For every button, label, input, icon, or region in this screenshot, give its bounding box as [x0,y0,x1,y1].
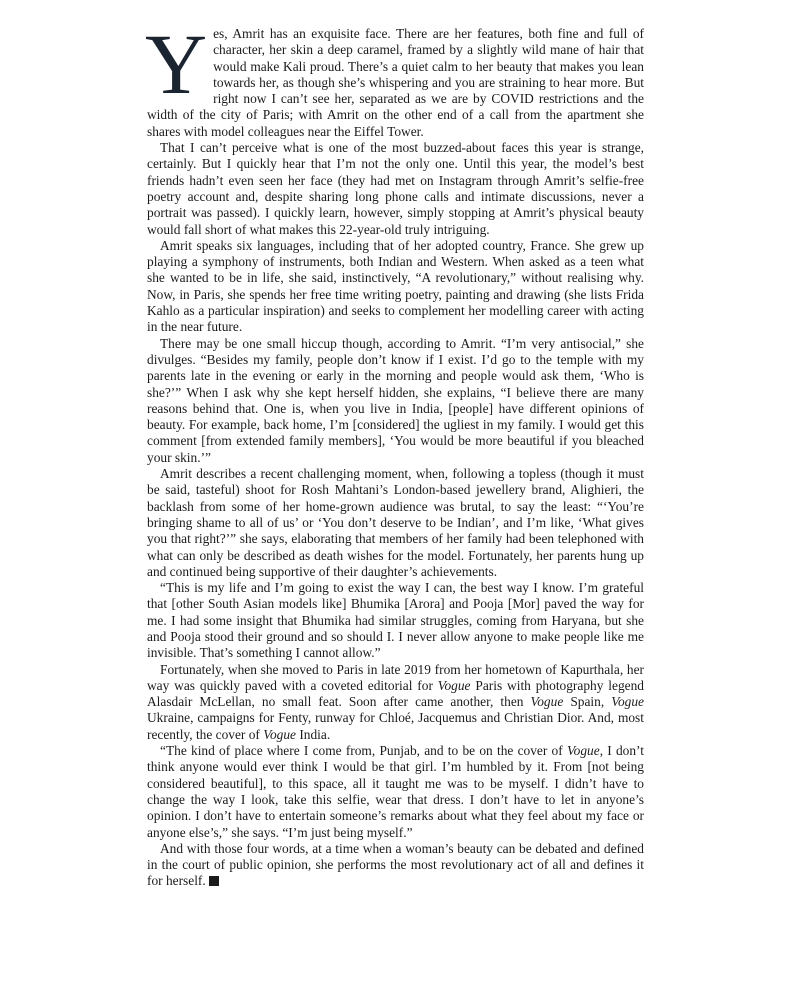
paragraph-5: Amrit describes a recent challenging moment, when, following a topless (though it must be said, tasteful) shoot for Rosh Mahtani’s London-based jewellery brand, Alighieri, the backlash from some of her home-grown audience was brutal, to say the least: “‘You’re bringing shame to all of us’ or ‘You don’t deserve to be Indian’, and I’m like, ‘What gives you that right?’” she says, elaborating that members of her family had been telephoned with what can only be described as death wishes for the model. Fortunately, her parents hung up and continued being supportive of their daughter’s achievements. [147,466,644,579]
paragraph-1-text: es, Amrit has an exquisite face. There are her features, both fine and full of character, her skin a deep caramel, framed by a slightly wild mane of hair that would make Kali proud. There’s a quiet calm to her beauty that makes you lean towards her, as though she’s whispering and you are straining to hear more. But right now I can’t see her, separated as we are by COVID restrictions and the width of the city of Paris; with Amrit on the other end of a call from the apartment she shares with model colleagues near the Eiffel Tower. [147,26,644,139]
paragraph-8-text-b: , I don’t think anyone would ever think I would be that girl. I’m humbled by it. From [not being considered beautiful], to this space, all it taught me was to be myself. I didn’t have to change the way I look, take this selfie, wear that dress. I don’t have to let in anyone’s opinion. I don’t have to entertain someone’s remarks about what they feel about my face or anyone else’s,” she says. “I’m just being myself.” [147,743,644,840]
paragraph-7-text-d: Ukraine, campaigns for Fenty, runway for Chloé, Jacquemus and Christian Dior. And, most recently, the cover of [147,710,644,742]
vogue-italic: Vogue [263,726,296,742]
paragraph-9-text: And with those four words, at a time when a woman’s beauty can be debated and defined in the court of public opinion, she performs the most revolutionary act of all and defines it for herself. [147,840,644,889]
vogue-italic: Vogue [437,677,471,693]
end-of-article-square-icon [209,876,219,886]
vogue-italic: Vogue [566,743,600,759]
vogue-italic: Vogue [611,694,644,710]
paragraph-8 [147,743,644,841]
paragraph-7-text-b: Paris with photography legend Alasdair McLellan, no small feat. Soon after came another, then [147,677,644,710]
paragraph-6: “This is my life and I’m going to exist the way I can, the best way I know. I’m grateful that [other South Asian models like] Bhumika [Arora] and Pooja [Mor] paved the way for me. I had some insight that Bhumika had similar struggles, coming from Haryana, but she and Pooja stood their ground and so should I. I never allow anyone to make people like me invisible. That’s something I cannot allow.” [147,580,644,661]
article-body [145,16,644,890]
drop-cap: Y [145,16,208,112]
paragraph-7 [147,662,644,743]
paragraph-2: That I can’t perceive what is one of the most buzzed-about faces this year is strange, certainly. But I quickly hear that I’m not the only one. Until this year, the model’s best friends hadn’t even seen her face (they had met on Instagram through Amrit’s selfie-free poetry account and, despite sharing long phone calls and intimate discussions, never a portrait was passed). I quickly learn, however, simply stopping at Amrit’s physical beauty would fall short of what makes this 22-year-old truly intriguing. [147,140,644,237]
vogue-italic: Vogue [530,694,564,710]
paragraph-1 [145,16,644,140]
paragraph-8-text-a: “The kind of place where I come from, Punjab, and to be on the cover of [160,743,567,759]
paragraph-7-text-e: India. [295,726,331,742]
paragraph-3: Amrit speaks six languages, including that of her adopted country, France. She grew up playing a symphony of instruments, both Indian and Western. When asked as a teen what she wanted to be in life, she said, instinctively, “A revolutionary,” without realising why. Now, in Paris, she spends her free time writing poetry, painting and drawing (she lists Frida Kahlo as a particular inspiration) and seeks to complement her modelling career with acting in the near future. [147,237,644,335]
paragraph-7-text-a: Fortunately, when she moved to Paris in late 2019 from her hometown of Kapurthala, her way was quickly paved with a coveted editorial for [147,661,644,693]
paragraph-7-text-c: Spain, [563,694,612,710]
paragraph-4: There may be one small hiccup though, according to Amrit. “I’m very antisocial,” she divulges. “Besides my family, people don’t know if I exist. I’d go to the temple with my parents late in the evening or early in the morning and people would ask them, ‘Who is she?’” When I ask why she kept herself hidden, she explains, “I believe there are many reasons behind that. One is, when you live in India, [people] have different opinions of beauty. For example, back home, I’m [considered] the ugliest in my family. I would get this comment [from extended family members], ‘You would be more beautiful if you bleached your skin.’” [147,335,644,465]
paragraph-9 [147,841,644,890]
